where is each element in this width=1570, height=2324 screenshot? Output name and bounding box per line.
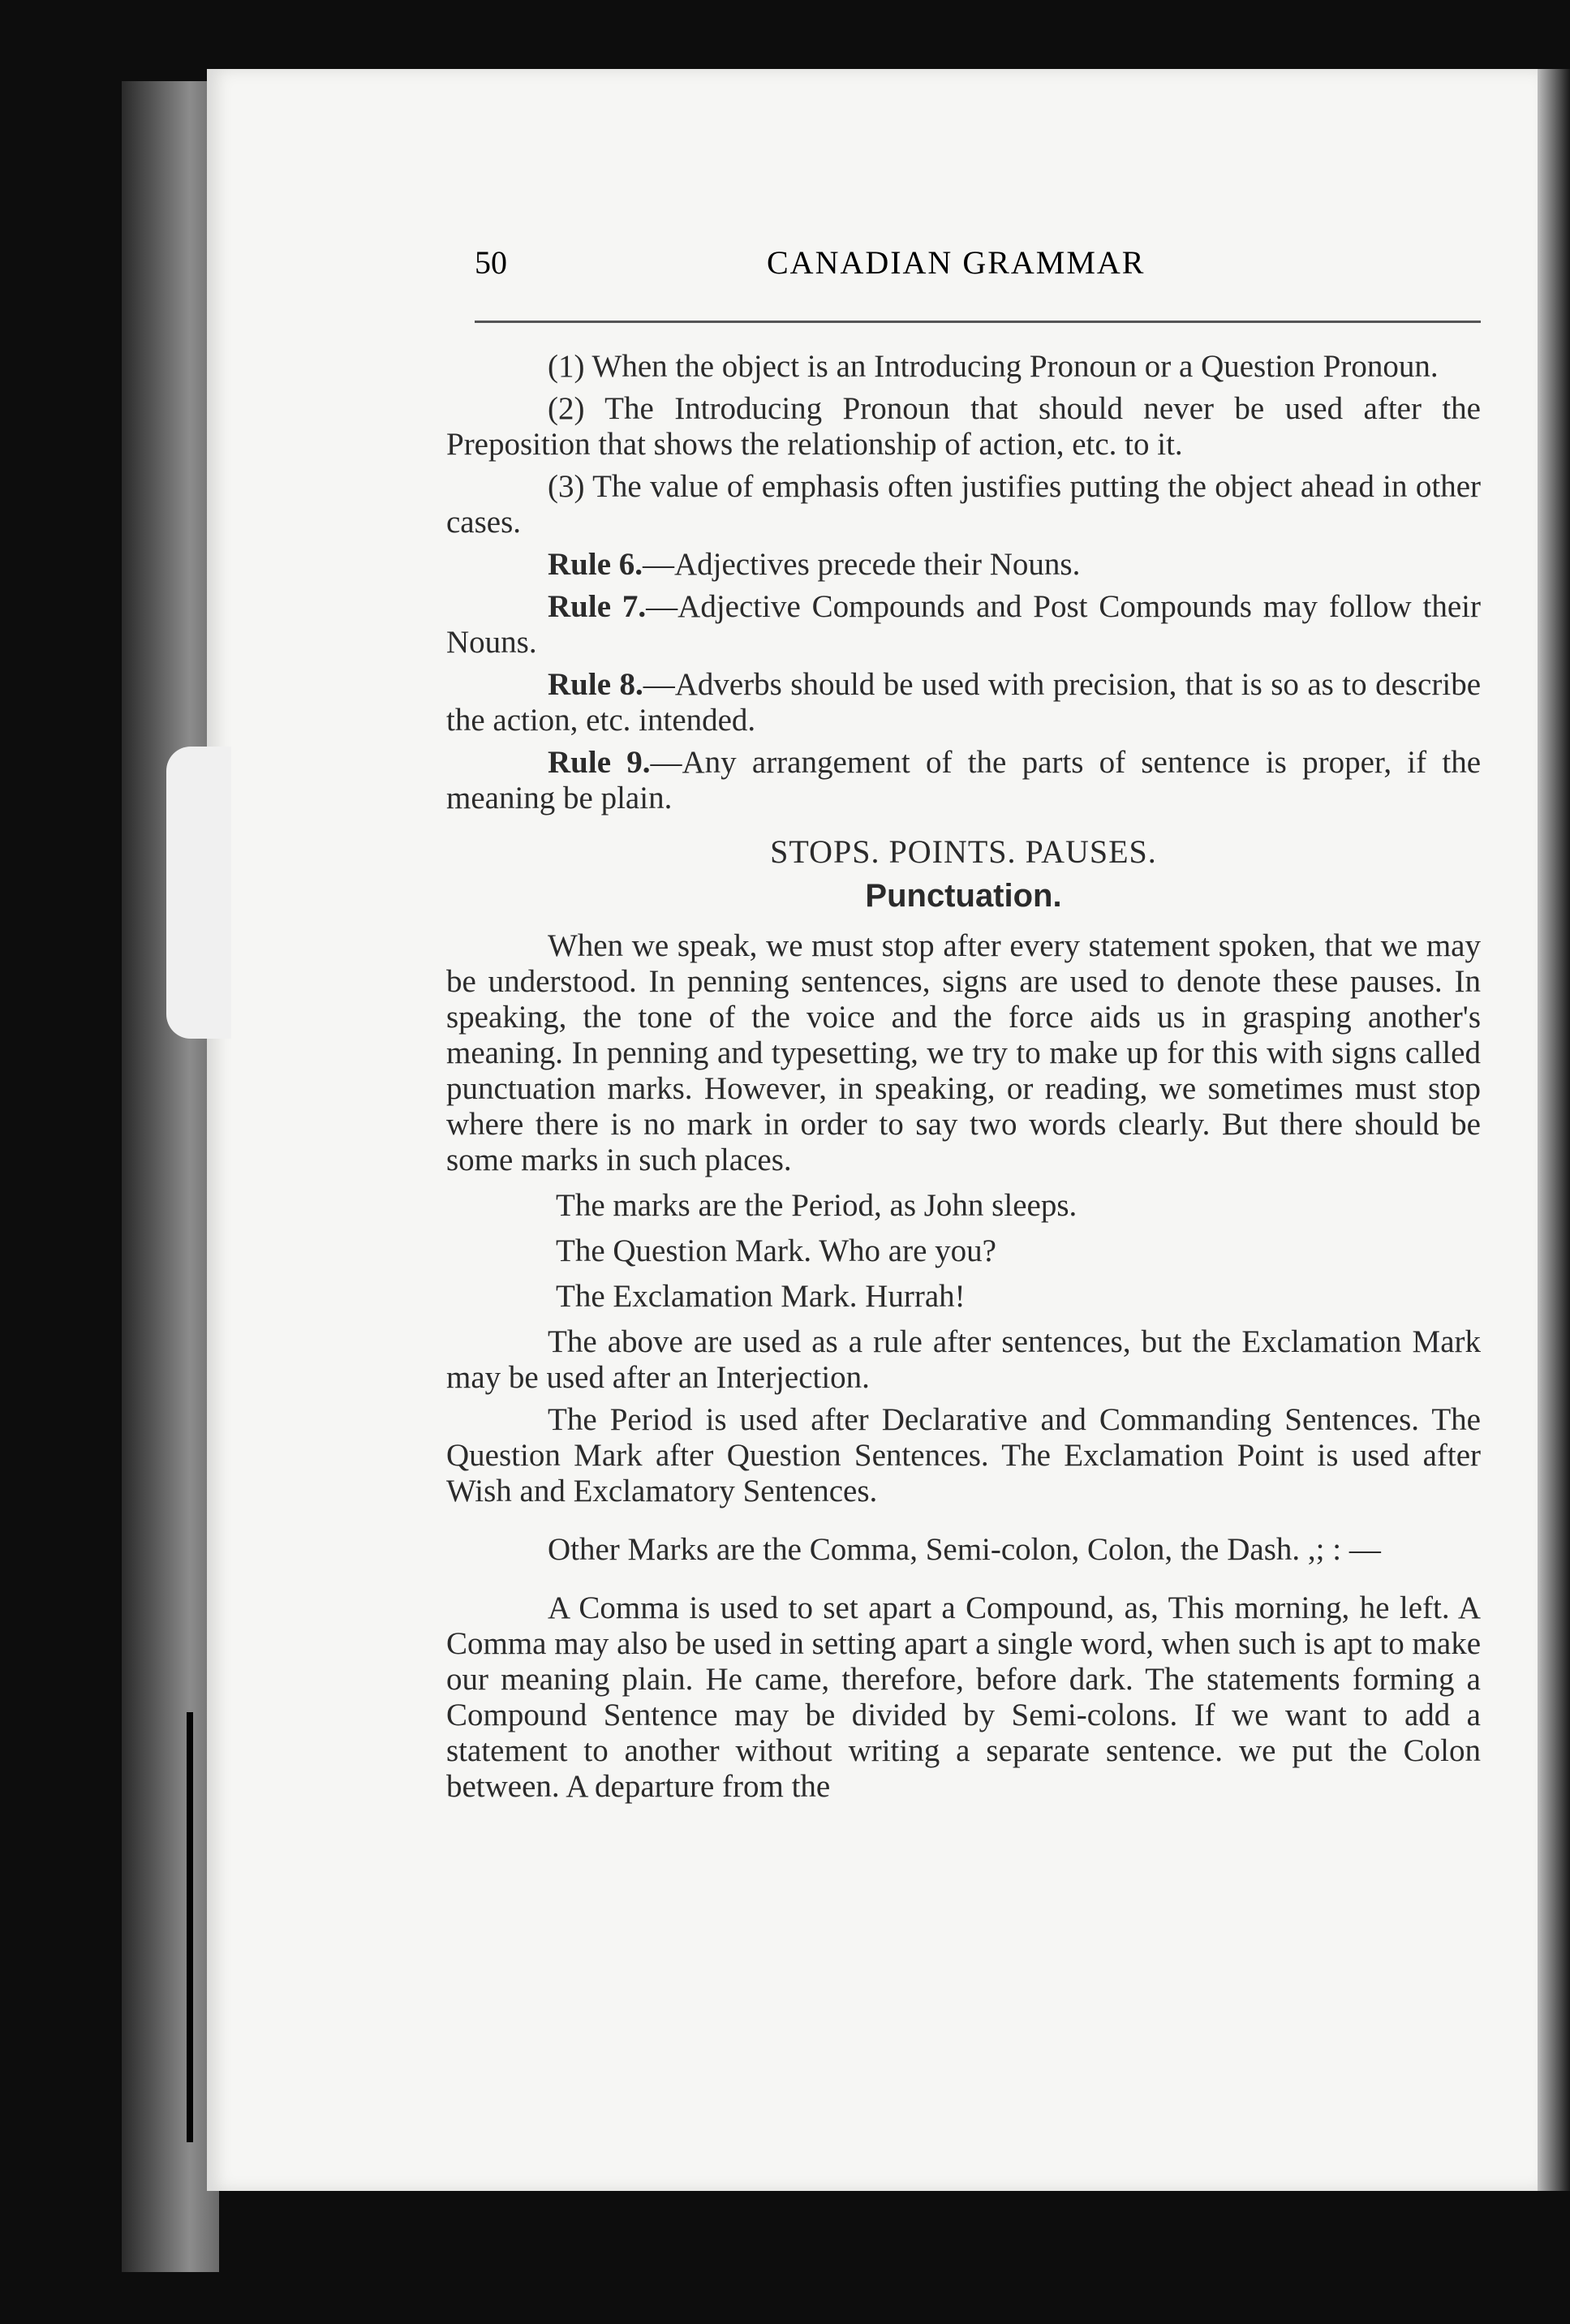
paragraph-above: The above are used as a rule after sentences, but the Exclamation Mark may be used after an Interjection. (446, 1324, 1481, 1395)
rule-9-text: —Any arrangement of the parts of sentence is proper, if the meaning be plain. (446, 745, 1482, 816)
rule-7 (446, 589, 1481, 661)
rule-6 (446, 547, 1481, 583)
rule-8-text: —Adverbs should be used with precision, that is so as to describe the action, etc. intended. (446, 667, 1482, 738)
page-tab-edge (166, 747, 231, 1039)
paragraph-speaking: When we speak, we must stop after every statement spoken, that we may be understood. In penning sentences, signs are used to denote these pauses. In speaking, the tone of the voice and the force aids us in grasping another's meaning. In penning and typesetting, we try to make up for this with signs called punctuation marks. However, in speaking, or reading, we sometimes must stop where there is no mark in order to say two words clearly. But there should be some marks in such places. (446, 928, 1481, 1177)
mark-period: The marks are the Period, as John sleeps. (556, 1188, 1077, 1223)
section-subheading: Punctuation. (865, 878, 1062, 914)
header-rule (475, 321, 1481, 323)
paragraph-period-usage: The Period is used after Declarative and Commanding Sentences. The Question Mark after Question Sentences. The Exclamation Point is used after Wish and Exclamatory Sentences. (446, 1402, 1481, 1508)
rule-7-label: Rule 7. (548, 589, 647, 624)
rule-8 (446, 667, 1481, 738)
section-heading: STOPS. POINTS. PAUSES. (770, 833, 1157, 870)
rule-8-label: Rule 8. (548, 667, 643, 702)
book-spine (122, 81, 219, 2272)
page-gutter-shadow (1538, 69, 1570, 2191)
page-body (446, 349, 1481, 1811)
book-title: CANADIAN GRAMMAR (767, 244, 1146, 281)
running-head (475, 243, 1469, 292)
rule-6-label: Rule 6. (548, 547, 643, 582)
paragraph-comma: A Comma is used to set apart a Compound, as, This morning, he left. A Comma may also be used in setting apart a single word, when such is apt to make our meaning plain. He came, therefore, before dark. The statements forming a Compound Sentence may be divided by Semi-colons. If we want to add a statement to another without writing a separate sentence. we put the Colon between. A departure from the (446, 1590, 1481, 1804)
rule-9-label: Rule 9. (548, 745, 651, 780)
rule-9 (446, 745, 1481, 816)
page-number: 50 (475, 244, 507, 281)
paragraph-object-3: (3) The value of emphasis often justifies putting the object ahead in other cases. (446, 469, 1481, 540)
rule-7-text: —Adjective Compounds and Post Compounds may follow their Nouns. (446, 589, 1482, 660)
mark-question: The Question Mark. Who are you? (556, 1233, 996, 1268)
paragraph-other-marks: Other Marks are the Comma, Semi-colon, Colon, the Dash. ,; : — (548, 1532, 1381, 1567)
rule-6-text: —Adjectives precede their Nouns. (643, 547, 1081, 582)
paragraph-object-2: (2) The Introducing Pronoun that should never be used after the Preposition that shows the relationship of action, etc. to it. (446, 391, 1481, 462)
mark-exclamation: The Exclamation Mark. Hurrah! (556, 1279, 966, 1314)
spine-binding-line (187, 1712, 193, 2142)
paragraph-object-1: (1) When the object is an Introducing Pronoun or a Question Pronoun. (548, 349, 1439, 384)
